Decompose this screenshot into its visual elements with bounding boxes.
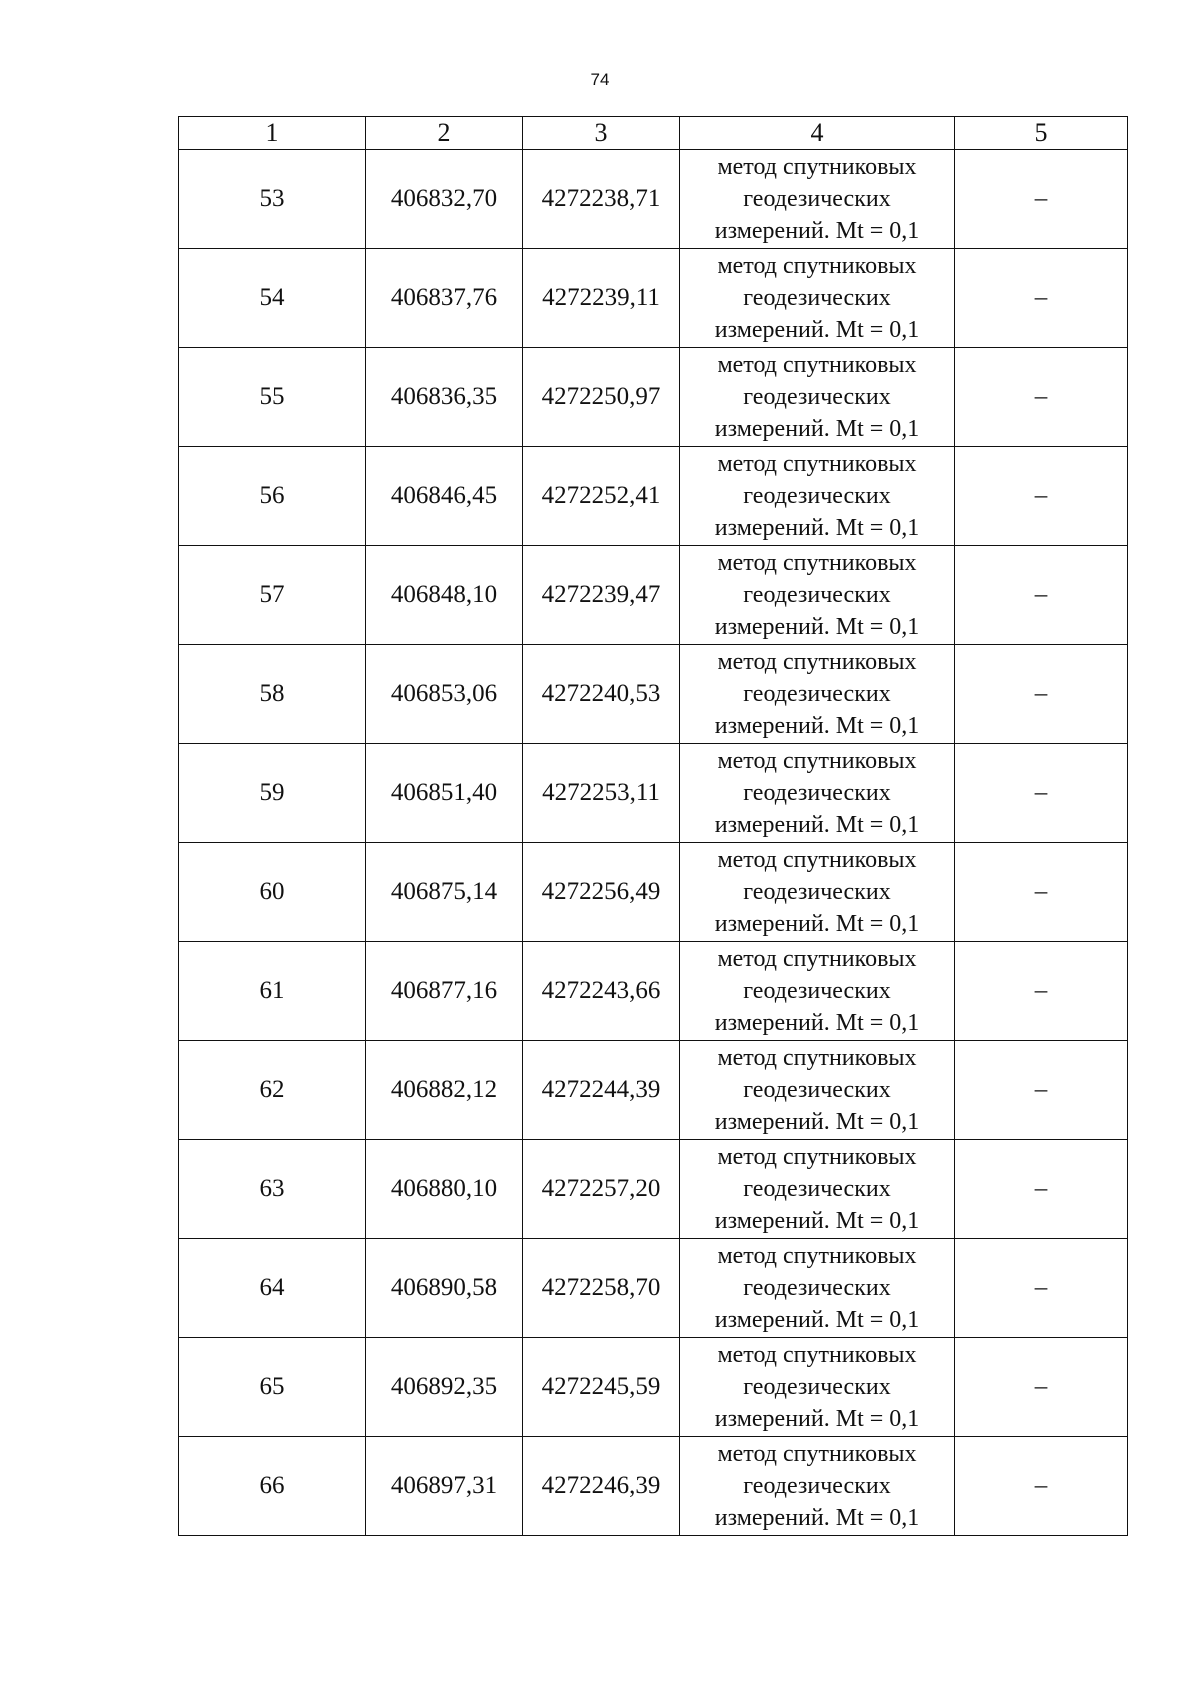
x-coordinate-cell: 406837,76 [366, 249, 523, 348]
method-cell [680, 546, 955, 645]
method-text-line: метод спутниковых [717, 748, 917, 774]
method-text-line: геодезических [743, 1275, 891, 1301]
x-coordinate-cell: 406848,10 [366, 546, 523, 645]
method-text-line: измерений. Mt = 0,1 [714, 1208, 920, 1234]
table-row [179, 249, 1128, 348]
table-row [179, 843, 1128, 942]
point-number-cell: 55 [179, 348, 366, 447]
y-coordinate-cell: 4272250,97 [523, 348, 680, 447]
method-text-line: геодезических [743, 879, 891, 905]
point-number-cell: 63 [179, 1140, 366, 1239]
table-row [179, 348, 1128, 447]
table-row [179, 1041, 1128, 1140]
y-coordinate-cell: 4272258,70 [523, 1239, 680, 1338]
point-number-cell: 54 [179, 249, 366, 348]
method-cell [680, 942, 955, 1041]
method-text-line: метод спутниковых [717, 154, 917, 180]
x-coordinate-cell: 406892,35 [366, 1338, 523, 1437]
method-text-line: геодезических [743, 1374, 891, 1400]
column-header-4: 4 [680, 117, 955, 150]
note-cell: – [955, 1140, 1128, 1239]
point-number-cell: 66 [179, 1437, 366, 1536]
x-coordinate-cell: 406897,31 [366, 1437, 523, 1536]
table-row [179, 1338, 1128, 1437]
method-cell [680, 348, 955, 447]
method-text-line: геодезических [743, 186, 891, 212]
method-cell [680, 1239, 955, 1338]
method-text-line: метод спутниковых [717, 1342, 917, 1368]
x-coordinate-cell: 406846,45 [366, 447, 523, 546]
method-text-line: метод спутниковых [717, 451, 917, 477]
method-text-line: измерений. Mt = 0,1 [714, 218, 920, 244]
table-row [179, 942, 1128, 1041]
method-text-line: геодезических [743, 780, 891, 806]
method-cell [680, 249, 955, 348]
method-text-line: измерений. Mt = 0,1 [714, 1307, 920, 1333]
point-number-cell: 65 [179, 1338, 366, 1437]
table-body [179, 150, 1128, 1536]
method-text-line: измерений. Mt = 0,1 [714, 1505, 920, 1531]
note-cell: – [955, 249, 1128, 348]
method-text-line: метод спутниковых [717, 946, 917, 972]
page-number: 74 [590, 70, 610, 89]
point-number-cell: 57 [179, 546, 366, 645]
x-coordinate-cell: 406877,16 [366, 942, 523, 1041]
y-coordinate-cell: 4272245,59 [523, 1338, 680, 1437]
method-text-line: измерений. Mt = 0,1 [714, 1109, 920, 1135]
method-cell [680, 447, 955, 546]
method-cell [680, 150, 955, 249]
x-coordinate-cell: 406832,70 [366, 150, 523, 249]
y-coordinate-cell: 4272253,11 [523, 744, 680, 843]
table-header [179, 117, 1128, 150]
point-number-cell: 61 [179, 942, 366, 1041]
y-coordinate-cell: 4272256,49 [523, 843, 680, 942]
method-text-line: метод спутниковых [717, 1243, 917, 1269]
x-coordinate-cell: 406836,35 [366, 348, 523, 447]
method-text-line: метод спутниковых [717, 1441, 917, 1467]
method-cell [680, 1140, 955, 1239]
note-cell: – [955, 546, 1128, 645]
y-coordinate-cell: 4272243,66 [523, 942, 680, 1041]
method-text-line: измерений. Mt = 0,1 [714, 812, 920, 838]
column-header-5: 5 [955, 117, 1128, 150]
table-row [179, 744, 1128, 843]
method-text-line: геодезических [743, 384, 891, 410]
table-row [179, 1437, 1128, 1536]
method-cell [680, 843, 955, 942]
note-cell: – [955, 447, 1128, 546]
x-coordinate-cell: 406853,06 [366, 645, 523, 744]
point-number-cell: 60 [179, 843, 366, 942]
method-text-line: измерений. Mt = 0,1 [714, 1010, 920, 1036]
method-text-line: метод спутниковых [717, 550, 917, 576]
table-row [179, 447, 1128, 546]
method-text-line: измерений. Mt = 0,1 [714, 416, 920, 442]
y-coordinate-cell: 4272240,53 [523, 645, 680, 744]
x-coordinate-cell: 406882,12 [366, 1041, 523, 1140]
note-cell: – [955, 1239, 1128, 1338]
note-cell: – [955, 843, 1128, 942]
method-text-line: геодезических [743, 1176, 891, 1202]
table-row [179, 1239, 1128, 1338]
method-text-line: геодезических [743, 1473, 891, 1499]
method-cell [680, 1437, 955, 1536]
table-row [179, 645, 1128, 744]
note-cell: – [955, 942, 1128, 1041]
method-cell [680, 1338, 955, 1437]
point-number-cell: 59 [179, 744, 366, 843]
point-number-cell: 64 [179, 1239, 366, 1338]
method-text-line: измерений. Mt = 0,1 [714, 515, 920, 541]
note-cell: – [955, 744, 1128, 843]
x-coordinate-cell: 406851,40 [366, 744, 523, 843]
method-text-line: измерений. Mt = 0,1 [714, 317, 920, 343]
y-coordinate-cell: 4272246,39 [523, 1437, 680, 1536]
column-header-3: 3 [523, 117, 680, 150]
method-text-line: геодезических [743, 978, 891, 1004]
column-header-2: 2 [366, 117, 523, 150]
method-text-line: геодезических [743, 1077, 891, 1103]
method-cell [680, 1041, 955, 1140]
y-coordinate-cell: 4272239,11 [523, 249, 680, 348]
table-row [179, 546, 1128, 645]
method-text-line: измерений. Mt = 0,1 [714, 713, 920, 739]
y-coordinate-cell: 4272252,41 [523, 447, 680, 546]
method-cell [680, 645, 955, 744]
coordinates-table [178, 116, 1128, 1536]
method-text-line: геодезических [743, 582, 891, 608]
y-coordinate-cell: 4272244,39 [523, 1041, 680, 1140]
method-text-line: геодезических [743, 285, 891, 311]
y-coordinate-cell: 4272238,71 [523, 150, 680, 249]
point-number-cell: 58 [179, 645, 366, 744]
note-cell: – [955, 645, 1128, 744]
note-cell: – [955, 348, 1128, 447]
method-text-line: измерений. Mt = 0,1 [714, 1406, 920, 1432]
x-coordinate-cell: 406880,10 [366, 1140, 523, 1239]
column-header-1: 1 [179, 117, 366, 150]
note-cell: – [955, 1437, 1128, 1536]
note-cell: – [955, 1338, 1128, 1437]
note-cell: – [955, 150, 1128, 249]
method-text-line: геодезических [743, 483, 891, 509]
y-coordinate-cell: 4272257,20 [523, 1140, 680, 1239]
header-row [179, 117, 1128, 150]
method-text-line: измерений. Mt = 0,1 [714, 911, 920, 937]
method-text-line: геодезических [743, 681, 891, 707]
method-text-line: метод спутниковых [717, 352, 917, 378]
point-number-cell: 53 [179, 150, 366, 249]
x-coordinate-cell: 406890,58 [366, 1239, 523, 1338]
method-text-line: метод спутниковых [717, 1045, 917, 1071]
method-text-line: метод спутниковых [717, 649, 917, 675]
method-text-line: метод спутниковых [717, 847, 917, 873]
method-cell [680, 744, 955, 843]
note-cell: – [955, 1041, 1128, 1140]
x-coordinate-cell: 406875,14 [366, 843, 523, 942]
table-row [179, 150, 1128, 249]
method-text-line: измерений. Mt = 0,1 [714, 614, 920, 640]
y-coordinate-cell: 4272239,47 [523, 546, 680, 645]
method-text-line: метод спутниковых [717, 253, 917, 279]
point-number-cell: 56 [179, 447, 366, 546]
table-row [179, 1140, 1128, 1239]
point-number-cell: 62 [179, 1041, 366, 1140]
method-text-line: метод спутниковых [717, 1144, 917, 1170]
